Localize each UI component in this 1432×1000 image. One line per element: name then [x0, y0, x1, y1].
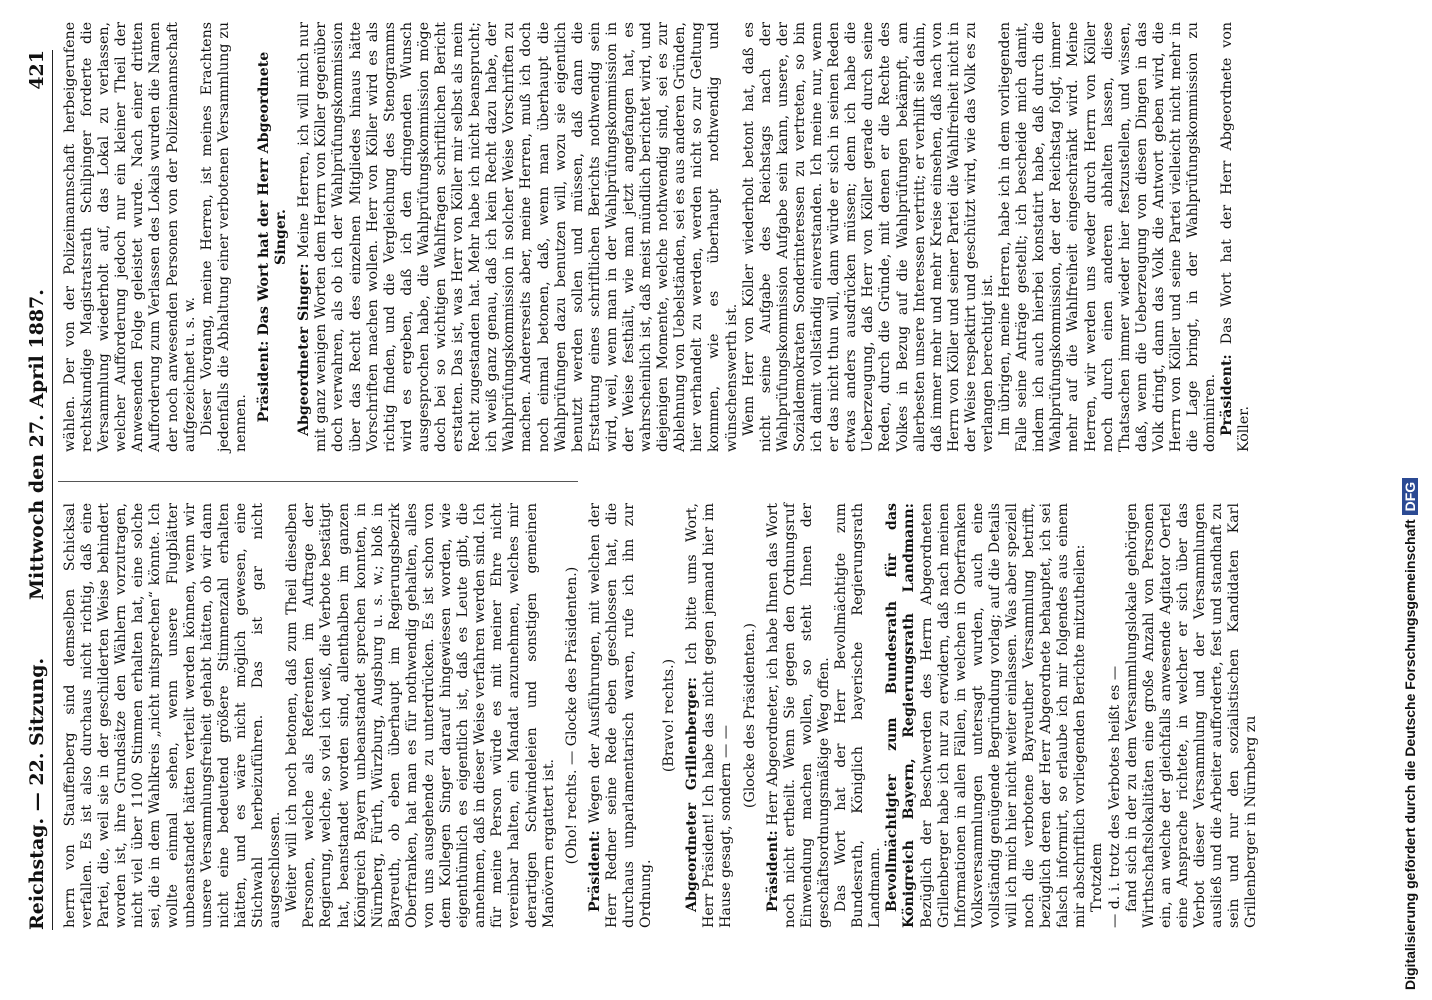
paragraph: [684, 503, 735, 928]
paragraph-text: herrn von Stauffenberg sind demselben Schicksal verfallen. Es ist also durchaus nicht richtig, daß eine Partei, die, weil sie in der geschilderten Weise behindert worden ist, ihre Grundsätze den Wählern vorzutragen, nicht viel über 1100 Stimmen erhalten hat, eine solche sei, die in dem Wahlkreis „nicht mitsprechen“ könnte. Ich wollte einmal sehen, wenn unsere Flugblätter unbeanstandet hätten verteilt werden können, wenn wir unsere Versammlungsfreiheit gehabt hätten, ob wir dann nicht eine bedeutend größere Stimmenzahl erhalten hätten, und es wäre nicht möglich gewesen, eine Stichwahl herbeizuführen. Das ist gar nicht ausgeschlossen.: [62, 503, 284, 928]
speaker-name: Abgeordneter Singer:: [296, 263, 313, 436]
paragraph-text: wählen. Der von der Polizeimannschaft herbeigerufene rechtskundige Magistratsrath Schilpinger forderte die Versammlung wiederholt auf, das Lokal zu verlassen, welcher Aufforderung jedoch nur ein kleiner Theil der Anwesenden Folge geleistet wurde. Nach einer dritten Aufforderung zum Verlassen des Lokals wurden die Namen der noch anwesenden Personen von der Polizeimannschaft aufgezeichnet u. s. w.: [62, 22, 198, 452]
paragraph-text: Wegen der Ausführungen, mit welchen der Herr Redner seine Rede eben geschlossen hat, die durchaus unparlamentarisch waren, rufe ich ihn zur Ordnung.: [586, 502, 655, 928]
paragraph: [62, 503, 284, 928]
paragraph-text: Ich bitte ums Wort, Herr Präsident! Ich habe das nicht gegen jemand hier im Hause gesagt, sondern — —: [684, 502, 735, 928]
funding-text: Digitalisierung gefördert durch die Deutsche Forschungsgemeinschaft: [1402, 519, 1418, 990]
paragraph-text: fand sich in der zu dem Versammlungslokale gehörigen Wirthschaftslokalitäten eine große Anzahl von Personen ein, an welche der gleichfalls anwesende Agitator Oertel eine Ansprache richtete, in welcher er sich über das Verbot dieser Versammlung und der Versammlungen ausließ und die Arbeiter aufforderte, fest und standhaft zu sein und nur den sozialistischen Kandidaten Karl Grillenberger in Nürnberg zu: [1123, 503, 1260, 928]
paragraph: [741, 22, 997, 452]
paragraph-text: Weiter will ich noch betonen, daß zum Theil dieselben Personen, welche als Referenten im Auftrage der Regierung, welche, so viel ich weiß, die Verbote bestätigt hat, beanstandet worden sind, allenthalben im ganzen Königreich Bayern unbeanstandet sprechen konnten, in Nürnberg, Fürth, Würzburg, Augsburg u. s. w.; bloß in Bayreuth, ob eben überhaupt im Regierungsbezirk Oberfranken, hat man es für nothwendig gehalten, alles von uns ausgehende zu unterdrücken. Es ist schon von dem Kollegen Singer darauf hingewiesen worden, wie eigenthümlich es eigentlich ist, daß es Leute gibt, die annehmen, daß in dieser Weise verfahren werden sind. Ich für meine Person würde es mit meiner Ehre nicht vereinbar halten, ein Mandat anzunehmen, welches mir derartigen Schwindeleien und sonstigen gemeinen Manövern ergattert ist.: [284, 503, 557, 928]
paragraph-text: Herr Abgeordneter, ich habe Ihnen das Wort noch nicht ertheilt. Wenn Sie gegen den Ordnungsruf Einwendung machen wollen, so steht Ihnen der geschäftsordnungsmäßige Weg offen.: [764, 503, 832, 928]
paragraph: [765, 503, 833, 928]
paragraph-text: Dieser Vorgang, meine Herren, ist meines Erachtens jedenfalls die Abhaltung einer verbotenen Versammlung zu nennen.: [198, 22, 249, 452]
header-session: Reichstag. — 22. Sitzung.: [26, 657, 48, 930]
paragraph: [199, 22, 250, 452]
speaker-name: Bevollmächtigter zum Bundesrath für das Königreich Bayern, Regierungsrath Landmann:: [884, 503, 918, 928]
paragraph: [884, 503, 1089, 928]
right-column: [62, 22, 1253, 452]
paragraph: [587, 503, 655, 928]
paragraph: [997, 22, 1219, 452]
speaker-name: Abgeordneter Grillenberger:: [684, 677, 701, 912]
paragraph-text: Im übrigen, meine Herren, habe ich in dem vorliegenden Falle seine Anträge gestellt; ich bescheide mich damit, indem ich auch hierbei konstatirt habe, daß durch die Wahlprüfungskommission, der der Reichstag folgt, immer mehr auf die Wahlfreiheit eingeschränkt wird. Meine Herren, wir werden uns weder durch Herrn von Köller noch durch einen anderen abhalten lassen, diese Thatsachen immer wieder hier festzustellen, und wissen, daß, wenn die Ueberzeugung von diesen Dingen in das Volk dringt, dann das Volk die Antwort geben wird, die Herrn von Köller und seine Partei vielleicht nicht mehr in die Lage bringt, in der Wahlprüfungskommission zu dominiren.: [997, 22, 1219, 452]
header-date: Mittwoch den 27. April 1887.: [26, 289, 48, 600]
paragraph-text: Das Wort hat der Herr Abgeordnete von Köller.: [1219, 22, 1253, 452]
paragraph: [1219, 22, 1253, 452]
column-divider: [58, 481, 578, 482]
paragraph: [62, 22, 199, 452]
dfg-logo: DFG: [1402, 478, 1418, 516]
paragraph: [1124, 503, 1261, 928]
paragraph-text: Bezüglich der Beschwerden des Herrn Abgeordneten Grillenberger habe ich nur zu erwidern, daß nach meinen Informationen in allen Fällen, in welchen in Oberfranken Volksversammlungen untersagt wurden, auch eine vollständig genügende Begründung vorlag; auf die Details will ich mich hier nicht weiter einlassen. Was aber speziell noch die verbotene Bayreuther Versammlung betrifft, bezüglich deren der Herr Abgeordnete behauptet, ich sei falsch informirt, so erlaube ich mir folgendes aus einem mir abschriftlich vorliegenden Berichte mitzutheilen:: [918, 503, 1089, 928]
funding-note: [1402, 190, 1426, 990]
speaker-name: Präsident:: [586, 830, 603, 912]
page-number: 421: [26, 50, 48, 90]
page-header: [18, 50, 53, 930]
paragraph-text: Wenn Herr von Köller wiederholt betont hat, daß es nicht seine Aufgabe des Reichstags nach der Wahlprüfungskommission Aufgabe sein kann, unsere, der Sozialdemokraten Sonderinteressen zu vertreten, so bin ich damit vollständig einverstanden. Ich meine nur, wenn er das nicht thun will, dann würde er sich in seinen Reden etwas anders ausdrücken müssen; denn ich habe die Ueberzeugung, daß Herr von Köller gerade durch seine Reden, durch die Gründe, mit denen er die Rechte des Volkes in Bezug auf die Wahlprüfungen bekämpft, am allerbesten unsere Interessen vertritt; er verhilft sie dahin, daß immer mehr und mehr Kreise einsehen, daß nach von Herrn von Köller und seiner Partei die Wahlfreiheit nicht in der Weise respektirt und geschützt wird, wie das Volk es zu verlangen berechtigt ist.: [740, 22, 996, 452]
paragraph-text: — d. i. trotz des Verbotes heißt es —: [1106, 665, 1123, 928]
paragraph-text: Das Wort hat der Herr Bevollmächtigte zum Bundesrath, Königlich bayerische Regierungsrath Landmann.: [833, 503, 884, 928]
paragraph: [833, 503, 884, 928]
stage-direction: Präsident: Das Wort hat der Herr Abgeordnete Singer.: [256, 51, 290, 423]
stage-direction: (Glocke des Präsidenten.): [741, 622, 758, 809]
paragraph: [296, 22, 740, 452]
speaker-name: Präsident:: [1219, 354, 1236, 436]
paragraph: [1107, 503, 1124, 928]
left-column: [62, 503, 1260, 928]
stage-direction: (Oho! rechts. — Glocke des Präsidenten.): [563, 566, 580, 865]
paragraph: [284, 503, 558, 928]
speaker-name: Präsident:: [764, 830, 781, 912]
paragraph-text: Meine Herren, ich will mich nur mit ganz wenigen Worten dem Herrn von Köller gegenüber doch verwahren, als ob ich der Wahlprüfungskommission über das Recht des einzelnen Mitgliedes hinaus hätte Vorschriften machen wollen. Herr von Köller wird es als richtig finden, und die Vergleichung des Stenogramms wird es ergeben, daß ich den dringenden Wunsch ausgesprochen habe, die Wahlprüfungskommission möge doch bei so wichtigen Wahlfragen schriftlichen Bericht erstatten. Das ist, was Herr von Köller mir selbst als mein Recht zugestanden hat. Mehr habe ich nicht beansprucht; ich weiß ganz genau, daß ich kein Recht dazu habe, der Wahlprüfungskommission in solcher Weise Vorschriften zu machen. Andererseits aber, meine Herren, muß ich doch noch einmal betonen, daß, wenn man überhaupt die Wahlprüfungen dazu benutzen will, wozu sie eigentlich benutzt werden sollen und müssen, daß dann die Erstattung eines schriftlichen Berichts nothwendig sein wird, weil, wenn man in der Wahlprüfungskommission in der Weise festhält, wie man jetzt angefangen hat, es wahrscheinlich ist, daß meist mündlich berichtet wird, und diejenigen Momente, welche nothwendig sind, sei es zur Ablehnung von Uebelständen, sei es aus anderen Gründen, hier verhandelt zu werden, werden nicht so zur Geltung kommen, wie es überhaupt nothwendig und wünschenswerth ist.: [296, 22, 740, 452]
paragraph: [1089, 503, 1106, 928]
paragraph-text: Trotzdem: [1089, 843, 1106, 912]
stage-direction: (Bravo! rechts.): [661, 658, 678, 773]
